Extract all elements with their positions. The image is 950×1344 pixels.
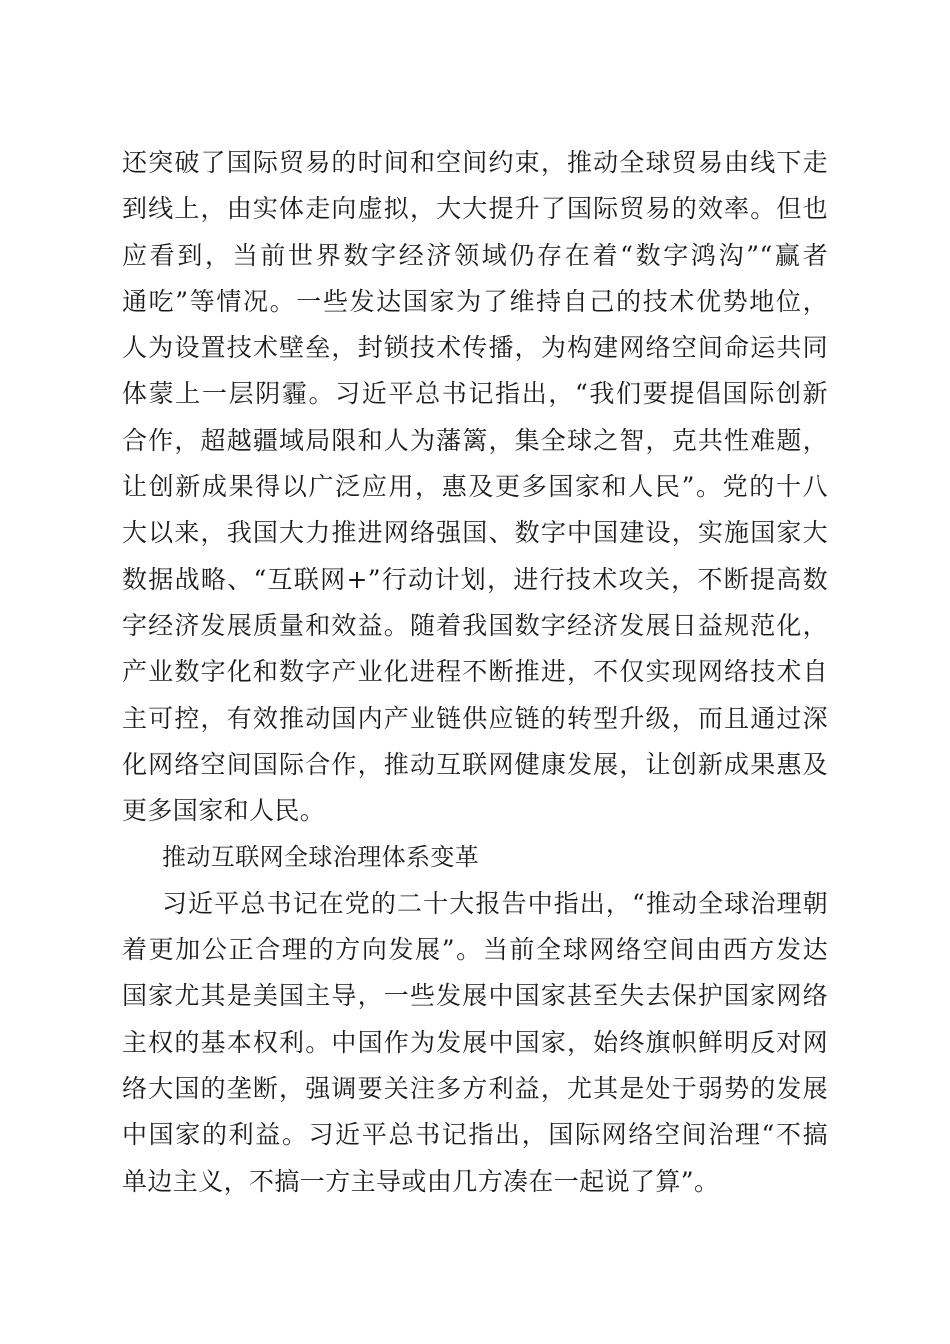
text-line: 人为设置技术壁垒，封锁技术传播，为构建网络空间命运共同 [122,333,828,363]
text-line: 还突破了国际贸易的时间和空间约束，推动全球贸易由线下走 [122,148,828,177]
text-line: 字经济发展质量和效益。随着我国数字经济发展日益规范化， [122,610,828,640]
paragraph [122,881,828,1205]
text-line: 合作，超越疆域局限和人为藩篱，集全球之智，克共性难题， [122,425,828,455]
text-line: 更多国家和人民。 [122,796,326,826]
text-line: 单边主义，不搞一方主导或由几方凑在一起说了算”。 [122,1166,720,1196]
text-line: 让创新成果得以广泛应用，惠及更多国家和人民”。党的十八 [122,472,828,502]
text-line: 主可控，有效推动国内产业链供应链的转型升级，而且通过深 [122,703,828,733]
text-line: 体蒙上一层阴霾。习近平总书记指出，“我们要提倡国际创新 [122,379,828,409]
document-body [122,140,828,1205]
text-line: 主权的基本权利。中国作为发展中国家，始终旗帜鲜明反对网 [122,1027,828,1057]
text-line: 应看到，当前世界数字经济领域仍存在着“数字鸿沟”“赢者 [122,240,828,270]
text-line: 产业数字化和数字产业化进程不断推进，不仅实现网络技术自 [122,657,828,687]
text-line: 化网络空间国际合作，推动互联网健康发展，让创新成果惠及 [122,749,828,779]
text-line: 着更加公正合理的方向发展”。当前全球网络空间由西方发达 [122,935,828,965]
text-line: 到线上，由实体走向虚拟，大大提升了国际贸易的效率。但也 [122,194,828,224]
text-line: 络大国的垄断，强调要关注多方利益，尤其是处于弱势的发展 [122,1073,828,1103]
text-line: 习近平总书记在党的二十大报告中指出，“推动全球治理朝 [162,888,828,918]
text-line: 国家尤其是美国主导，一些发展中国家甚至失去保护国家网络 [122,981,828,1011]
text-line: 通吃”等情况。一些发达国家为了维持自己的技术优势地位， [122,286,828,316]
section-heading: 推动互联网全球治理体系变革 [162,843,480,872]
text-line: 数据战略、“互联网+”行动计划，进行技术攻关，不断提高数 [122,564,828,594]
text-line: 大以来，我国大力推进网络强国、数字中国建设，实施国家大 [122,518,828,548]
paragraph [122,140,828,834]
text-line: 中国家的利益。习近平总书记指出，国际网络空间治理“不搞 [122,1120,828,1150]
